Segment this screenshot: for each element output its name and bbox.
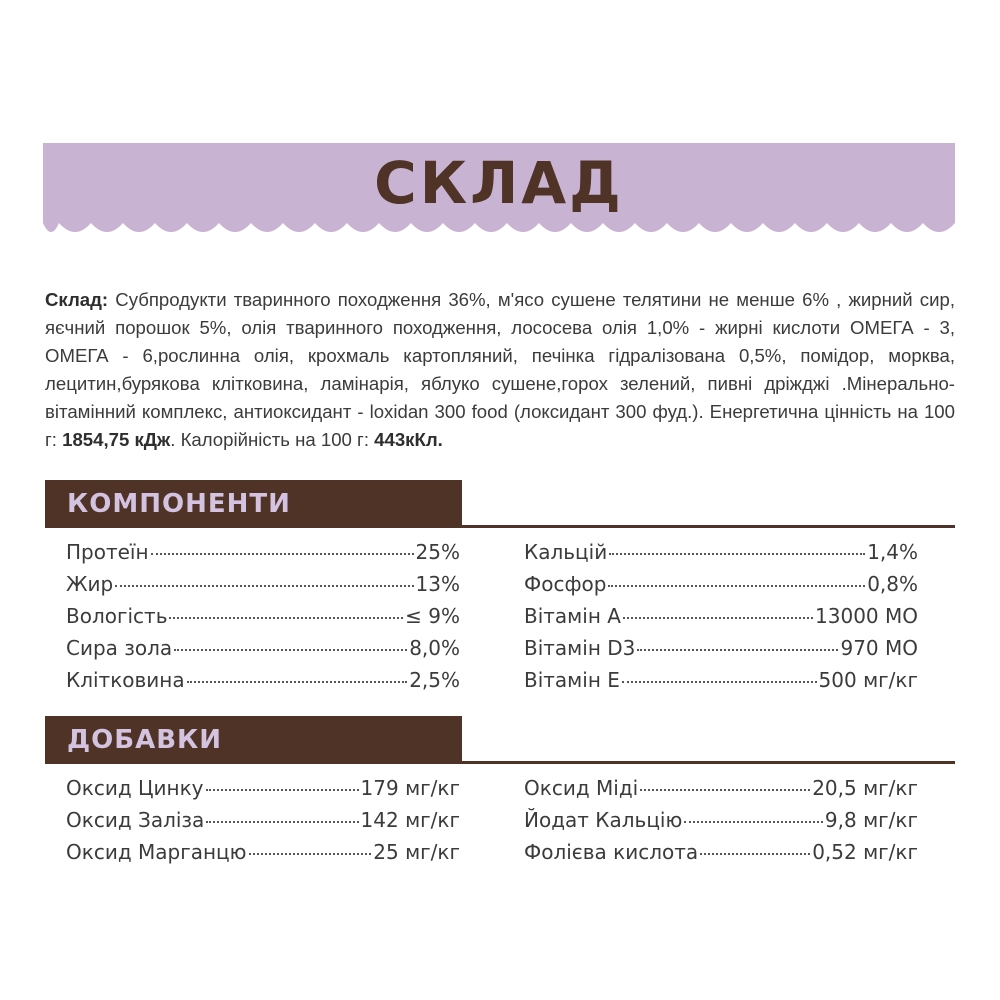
list-item [66,572,460,604]
dot-leader [608,585,865,587]
list-item [524,776,918,808]
item-value: 500 мг/кг [818,668,918,692]
dot-leader [249,853,372,855]
list-item [524,540,918,572]
title-banner [43,143,955,235]
dot-leader [206,821,358,823]
item-value: 970 МО [840,636,918,660]
item-value: 20,5 мг/кг [812,776,918,800]
additives-list-right [524,776,918,872]
item-label: Оксид Цинку [66,776,204,800]
item-value: 0,8% [867,572,918,596]
components-list-right [524,540,918,700]
dot-leader [206,789,359,791]
dot-leader [169,617,403,619]
calorie-value: 443кКл. [374,429,443,450]
list-item [66,540,460,572]
composition-body: Субпродукти тваринного походження 36%, м'ясо сушене телятини не менше 6% , жирний сир, яєчний порошок 5%, олія тваринного походження, лососева олія 1,0% - жирні кислоти ОМЕГА - 3, ОМЕГА - 6,рослинна олія, крохмаль картопляний, печінка гідралізована 0,5%, помідор, морква, лецитин,бурякова клітковина, ламінарія, яблуко сушене,горох зелений, пивні дріжджі .Мінерально-вітамінний комплекс, антиоксидант - loxidan 300 food (локсидант 300 фуд.). Енергетична цінність на 100 г: [45,289,955,450]
item-label: Вітамін D3 [524,636,636,660]
item-value: 9,8 мг/кг [824,808,918,832]
composition-calorie-label: . Калорійність на 100 г: [170,429,375,450]
item-label: Фолієва кислота [524,840,699,864]
list-item [524,668,918,700]
dot-leader [622,681,817,683]
list-item [66,604,460,636]
dot-leader [623,617,813,619]
composition-text [45,286,955,454]
additives-list-left [66,776,460,872]
item-value: 13% [415,572,460,596]
list-item [66,776,460,808]
item-value: ≤ 9% [405,604,460,628]
dot-leader [151,553,414,555]
components-list-left [66,540,460,700]
item-label: Вологість [66,604,168,628]
list-item [524,808,918,840]
item-label: Кальцій [524,540,608,564]
list-item [66,840,460,872]
dot-leader [174,649,407,651]
item-value: 0,52 мг/кг [812,840,918,864]
list-item [524,636,918,668]
dot-leader [609,553,865,555]
item-value: 142 мг/кг [360,808,460,832]
item-label: Оксид Марганцю [66,840,247,864]
item-label: Клітковина [66,668,185,692]
item-label: Оксид Заліза [66,808,205,832]
components-title: КОМПОНЕНТИ [67,489,291,519]
list-item [524,572,918,604]
dot-leader [187,681,408,683]
dot-leader [640,789,810,791]
item-label: Сира зола [66,636,173,660]
item-label: Протеїн [66,540,149,564]
item-value: 1,4% [867,540,918,564]
item-value: 25 мг/кг [373,840,460,864]
page-title: СКЛАД [374,149,624,217]
item-label: Фосфор [524,572,607,596]
item-value: 179 мг/кг [360,776,460,800]
dot-leader [700,853,810,855]
item-label: Вітамін Е [524,668,620,692]
item-value: 25% [415,540,460,564]
energy-value: 1854,75 кДж [62,429,171,450]
item-label: Жир [66,572,114,596]
list-item [66,808,460,840]
item-label: Вітамін А [524,604,621,628]
list-item [66,636,460,668]
item-value: 13000 МО [815,604,918,628]
item-label: Йодат Кальцію [524,808,683,832]
composition-label: Склад: [45,289,109,310]
additives-title: ДОБАВКИ [67,725,223,755]
dot-leader [115,585,413,587]
item-label: Оксид Міді [524,776,639,800]
list-item [524,604,918,636]
list-item [524,840,918,872]
dot-leader [684,821,823,823]
item-value: 8,0% [409,636,460,660]
list-item [66,668,460,700]
dot-leader [637,649,838,651]
item-value: 2,5% [409,668,460,692]
